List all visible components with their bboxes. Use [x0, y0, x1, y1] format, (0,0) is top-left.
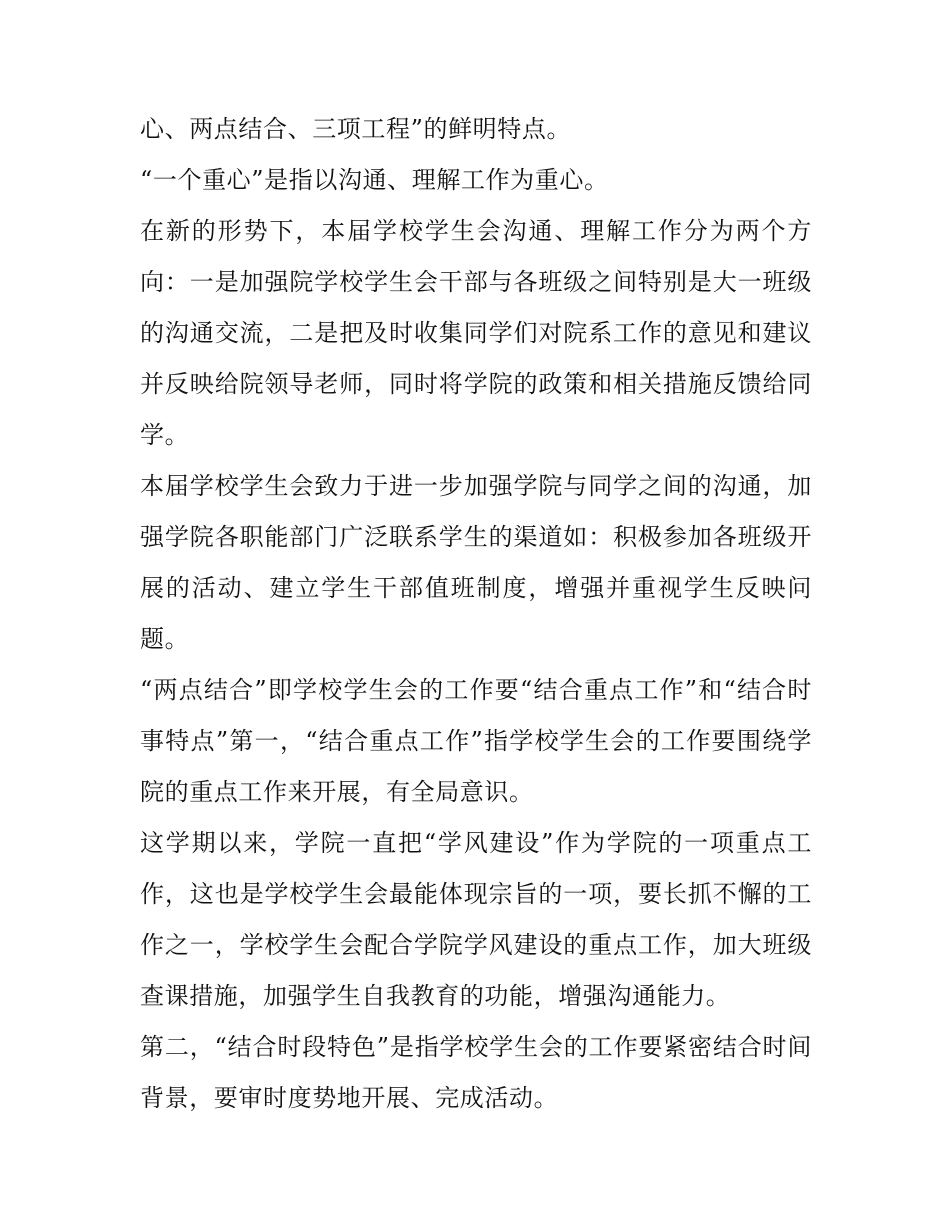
paragraph-6: 这学期以来，学院一直把“学风建设”作为学院的一项重点工作，这也是学校学生会最能体现宗旨的一项，要长抓不懈的工作之一，学校学生会配合学院学风建设的重点工作，加大班级查课措施，加强学生自我教育的功能，增强沟通能力。 — [140, 829, 812, 1010]
paragraph-1: 心、两点结合、三项工程”的鲜明特点。 — [140, 115, 572, 143]
paragraph-3: 在新的形势下，本届学校学生会沟通、理解工作分为两个方向：一是加强院学校学生会干部与各班级之间特别是大一班级的沟通交流，二是把及时收集同学们对院系工作的意见和建议并反映给院领导老师，同时将学院的政策和相关措施反馈给同学。 — [140, 217, 812, 449]
paragraph-4: 本届学校学生会致力于进一步加强学院与同学之间的沟通，加强学院各职能部门广泛联系学生的渠道如：积极参加各班级开展的活动、建立学生干部值班制度，增强并重视学生反映问题。 — [140, 472, 812, 653]
paragraph-2: “一个重心”是指以沟通、理解工作为重心。 — [140, 166, 609, 194]
paragraph-7: 第二，“结合时段特色”是指学校学生会的工作要紧密结合时间背景，要审时度势地开展、完成活动。 — [140, 1033, 812, 1112]
paragraph-5: “两点结合”即学校学生会的工作要“结合重点工作”和“结合时事特点”第一，“结合重点工作”指学校学生会的工作要围绕学院的重点工作来开展，有全局意识。 — [140, 676, 812, 806]
document-body — [140, 104, 812, 1124]
